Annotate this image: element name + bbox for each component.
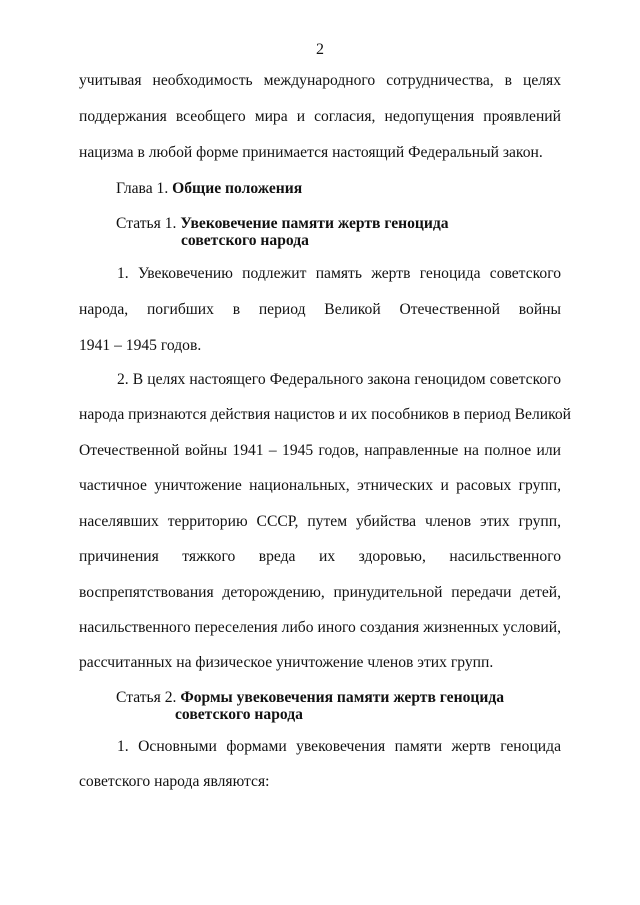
article2-p1-line-1: 1. Основными формами увековечения памяти жертв геноцида <box>117 738 561 755</box>
intro-line-1: учитывая необходимость международного сотрудничества, в целях <box>79 72 561 89</box>
article1-p1-line-3: 1941 – 1945 годов. <box>79 337 202 354</box>
article1-p1-line-2: народа, погибших в период Великой Отечественной войны <box>79 301 561 318</box>
article1-p2-line-9: рассчитанных на физическое уничтожение членов этих групп. <box>79 654 494 671</box>
article1-p2-line-1: 2. В целях настоящего Федерального закона геноцидом советского <box>117 371 561 388</box>
article1-p1-line-1: 1. Увековечению подлежит память жертв геноцида советского <box>117 265 561 282</box>
article1-p2-line-5: населявших территорию СССР, путем убийства членов этих групп, <box>79 513 561 530</box>
article2-p1-line-2: советского народа являются: <box>79 773 270 790</box>
article1-title-line2-text: советского народа <box>181 232 309 249</box>
article2-title-line2 <box>175 705 561 725</box>
intro-line-3: нацизма в любой форме принимается настоящий Федеральный закон. <box>79 144 543 161</box>
article1-p2-line-8: насильственного переселения либо иного создания жизненных условий, <box>79 619 561 636</box>
article2-title-line1: Формы увековечения памяти жертв геноцида <box>180 689 505 706</box>
intro-line-2: поддержания всеобщего мира и согласия, недопущения проявлений <box>79 108 561 125</box>
article2-title-line2-text: советского народа <box>175 706 303 723</box>
article1-prefix: Статья 1. <box>116 215 181 232</box>
article1-title-line1: Увековечение памяти жертв геноцида <box>180 215 449 232</box>
article1-p2-line-7: воспрепятствования деторождению, принудительной передачи детей, <box>79 584 561 601</box>
chapter-heading <box>116 179 560 199</box>
page-number: 2 <box>316 41 324 58</box>
article1-p2-line-4: частичное уничтожение национальных, этнических и расовых групп, <box>79 477 561 494</box>
article2-prefix: Статья 2. <box>116 689 181 706</box>
chapter-title: Общие положения <box>172 180 303 197</box>
article1-p2-line-2: народа признаются действия нацистов и их пособников в период Великой <box>79 406 572 423</box>
article1-p2-line-3: Отечественной войны 1941 – 1945 годов, направленные на полное или <box>79 442 561 459</box>
article1-title-line2 <box>181 231 561 251</box>
chapter-prefix: Глава 1. <box>116 180 173 197</box>
article1-p2-line-6: причинения тяжкого вреда их здоровью, насильственного <box>79 548 561 565</box>
